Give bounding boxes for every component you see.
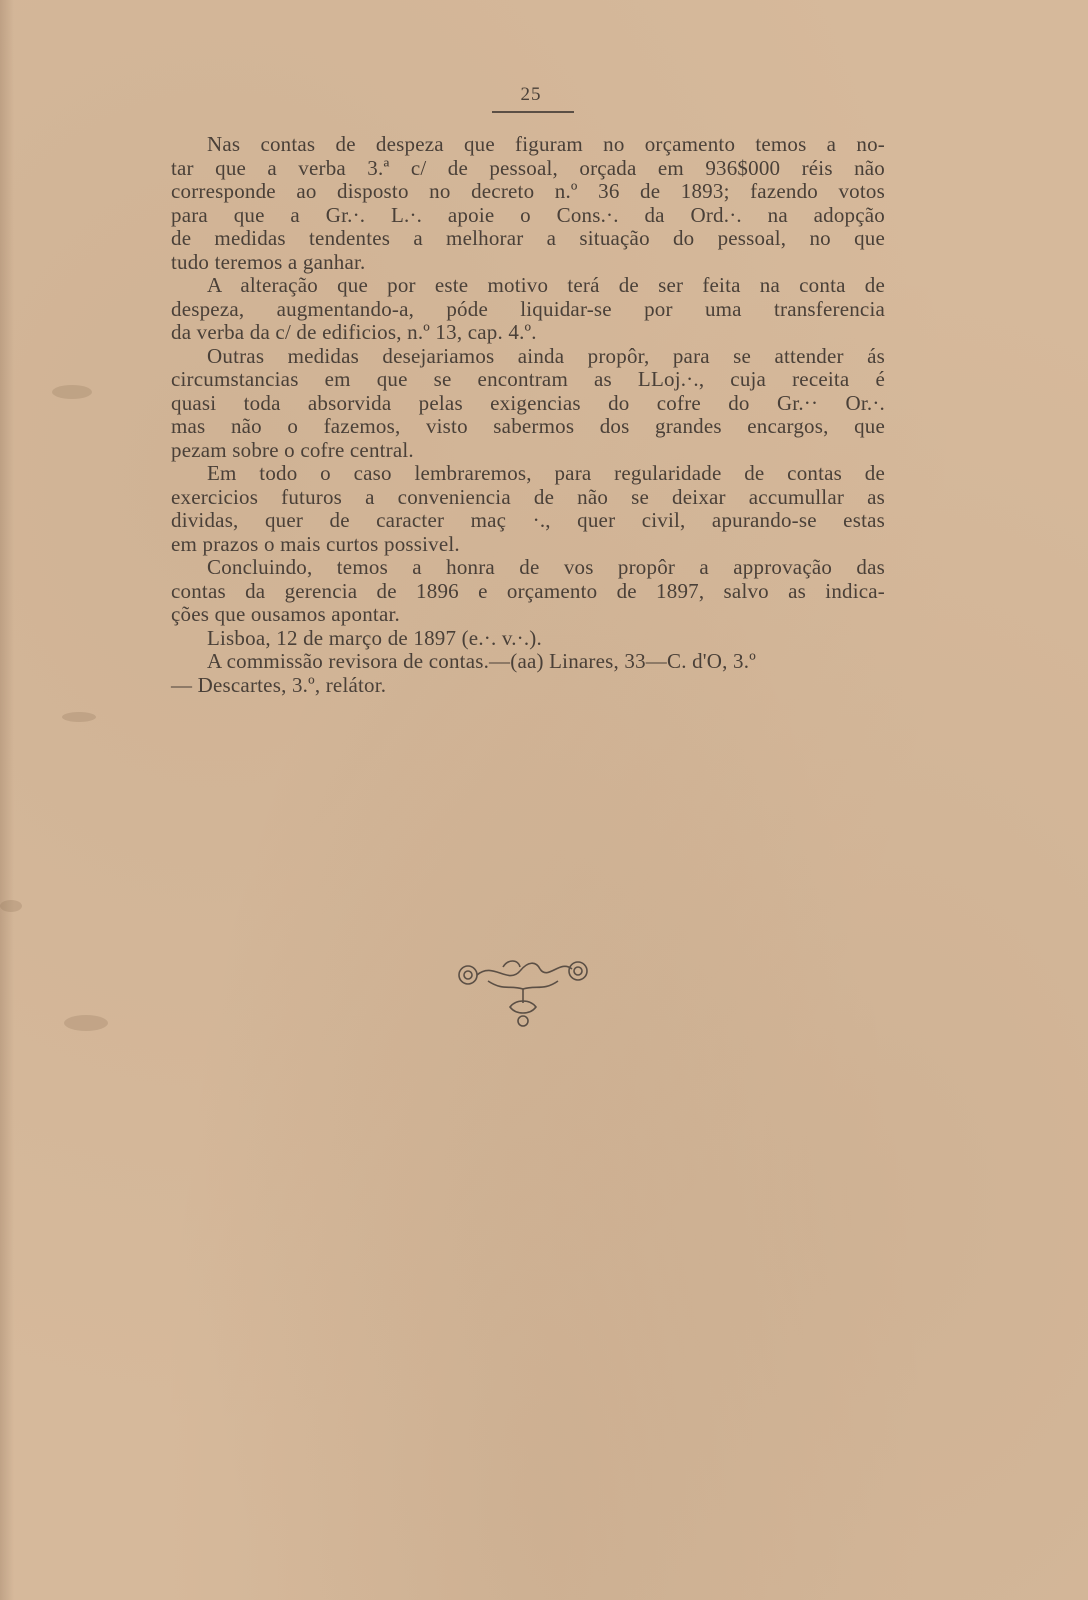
text-line: em prazos o mais curtos possivel. — [171, 531, 460, 556]
text-line: para que a Gr.·. L.·. apoie o Cons.·. da Ord.·. na adopção — [171, 202, 885, 227]
text-line: circumstancias em que se encontram as LLoj.·., cuja receita é — [171, 367, 885, 391]
text-line: ções que ousamos apontar. — [171, 602, 400, 626]
text-line: mas não o fazemos, visto sabermos dos grandes encargos, que — [171, 414, 885, 438]
text-line: quasi toda absorvida pelas exigencias do cofre do Gr.·· Or.·. — [171, 390, 885, 415]
text-line: despeza, augmentando-a, póde liquidar-se por uma transferencia — [171, 296, 885, 321]
text-line: Em todo o caso lembraremos, para regularidade de contas de — [207, 461, 885, 485]
paper-stain — [62, 712, 96, 722]
page-binding-edge — [0, 0, 14, 1600]
text-line: Concluindo, temos a honra de vos propôr a approvação das — [207, 555, 885, 579]
text-line: A alteração que por este motivo terá de ser feita na conta de — [207, 273, 885, 297]
text-line: de medidas tendentes a melhorar a situação do pessoal, no que — [171, 226, 885, 250]
text-line: da verba da c/ de edificios, n.º 13, cap. 4.º. — [171, 320, 537, 344]
page-number: 25 — [520, 84, 542, 105]
paper-stain — [52, 385, 92, 399]
text-line: tar que a verba 3.ª c/ de pessoal, orçada em 936$000 réis não — [171, 155, 885, 180]
text-line: dividas, quer de caracter maç ·., quer civil, apurando-se estas — [171, 508, 885, 532]
report-body — [171, 133, 885, 697]
text-line: pezam sobre o cofre central. — [171, 437, 414, 462]
text-line: exercicios futuros a conveniencia de não se deixar accumullar as — [171, 484, 885, 509]
text-line: Lisboa, 12 de março de 1897 (e.·. v.·.). — [207, 625, 542, 650]
floral-flourish-ornament-icon — [448, 955, 598, 1035]
page-number-rule — [492, 111, 574, 113]
text-line: A commissão revisora de contas.—(aa) Linares, 33—C. d'O, 3.º — [207, 649, 756, 673]
paper-stain — [0, 900, 22, 912]
text-line: Nas contas de despeza que figuram no orçamento temos a no- — [207, 132, 885, 156]
paper-stain — [64, 1015, 108, 1031]
text-line: — Descartes, 3.º, relátor. — [171, 672, 387, 697]
text-line: contas da gerencia de 1896 e orçamento de 1897, salvo as indica- — [171, 578, 885, 603]
text-line: corresponde ao disposto no decreto n.º 36 de 1893; fazendo votos — [171, 179, 885, 203]
text-line: Outras medidas desejariamos ainda propôr, para se attender ás — [207, 343, 885, 368]
text-line: tudo teremos a ganhar. — [171, 249, 366, 274]
